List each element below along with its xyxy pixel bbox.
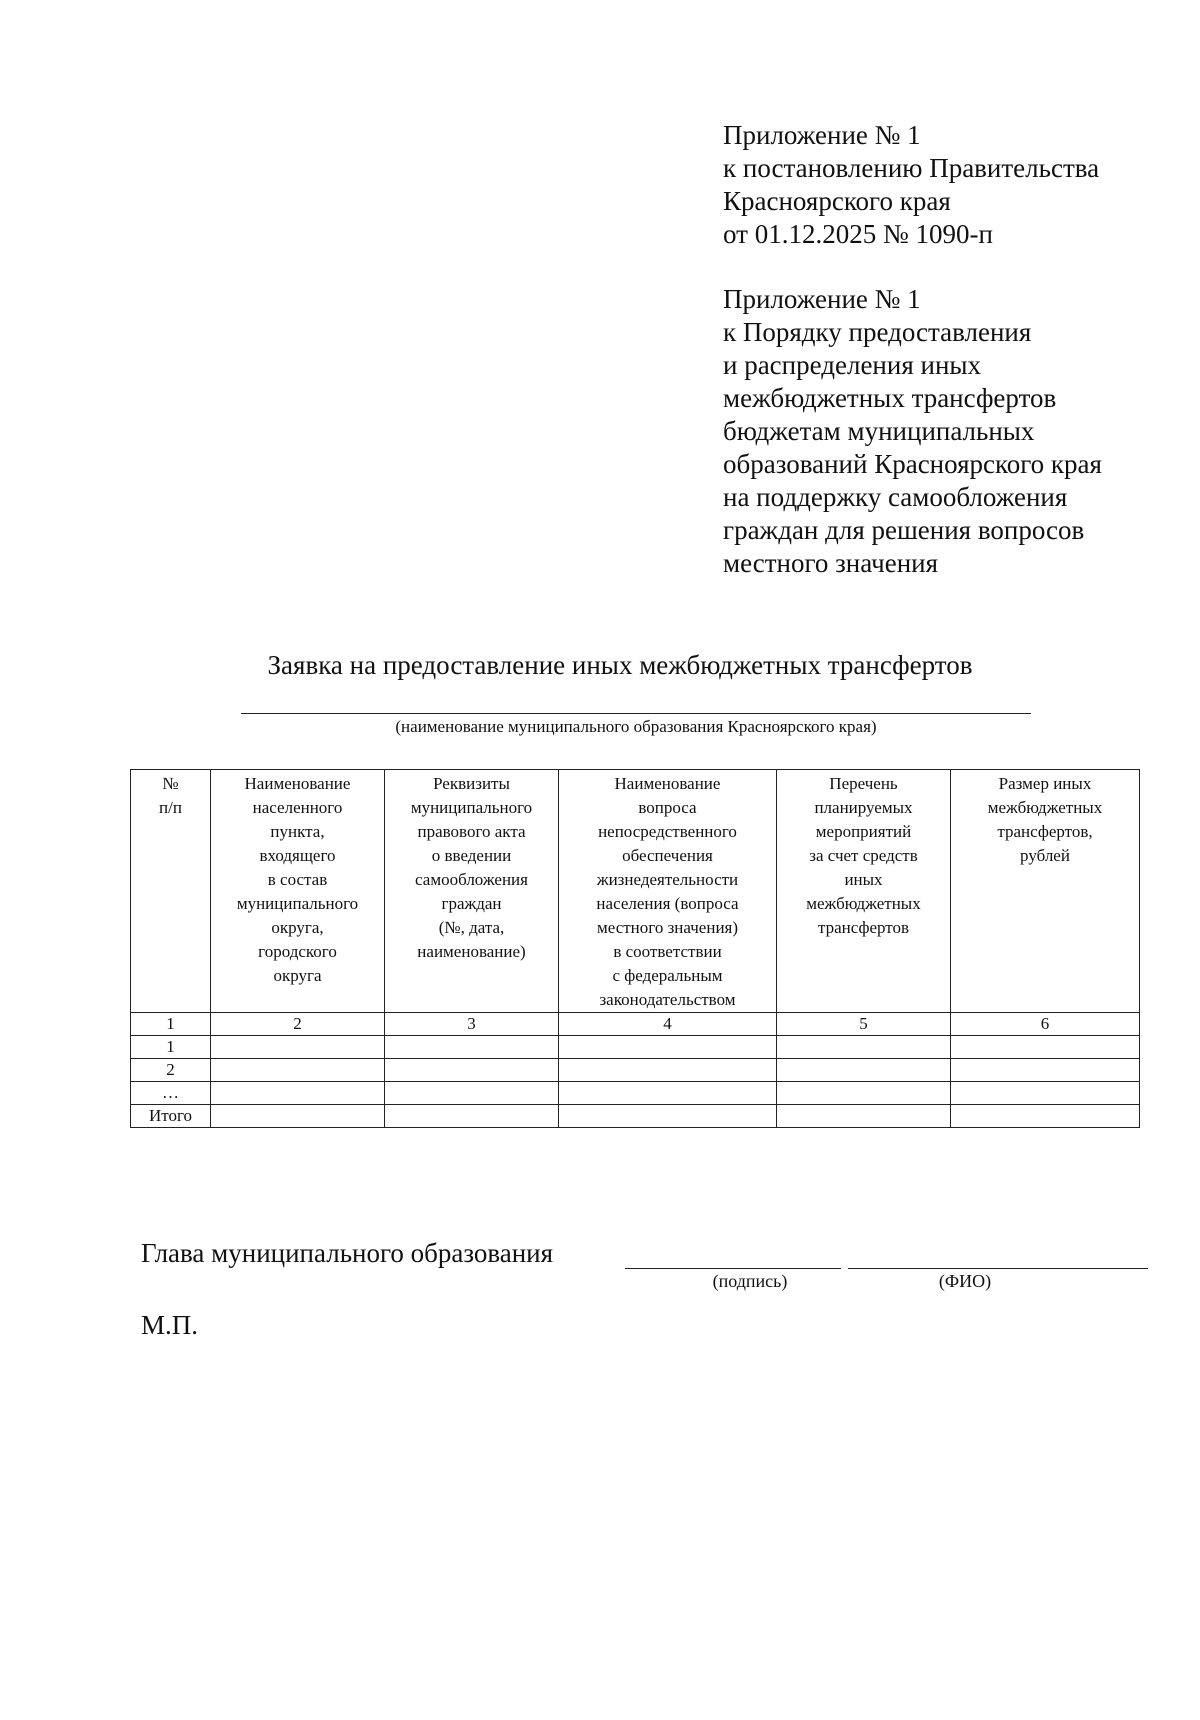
column-number: 1	[131, 1013, 211, 1036]
appendix-line: бюджетам муниципальных	[723, 416, 1035, 446]
column-number-row	[131, 1013, 1140, 1036]
appendix-line: Красноярского края	[723, 186, 951, 216]
request-table	[130, 769, 1140, 1128]
header-amount: Размер иных межбюджетных трансфертов, рублей	[951, 770, 1140, 1013]
table-cell[interactable]	[777, 1105, 951, 1128]
appendix-line: местного значения	[723, 548, 939, 578]
header-settlement: Наименование населенного пункта, входящего в состав муниципального округа, городского округа	[211, 770, 385, 1013]
table-cell[interactable]	[951, 1059, 1140, 1082]
appendix-line: межбюджетных трансфертов	[723, 383, 1057, 413]
header-activities: Перечень планируемых мероприятий за счет средств иных межбюджетных трансфертов	[777, 770, 951, 1013]
table-cell[interactable]	[211, 1036, 385, 1059]
appendix-line: на поддержку самообложения	[723, 482, 1068, 512]
table-cell[interactable]	[951, 1036, 1140, 1059]
column-number: 4	[559, 1013, 777, 1036]
table-cell[interactable]	[385, 1059, 559, 1082]
seal-label: М.П.	[141, 1310, 199, 1340]
appendix-line: Приложение № 1	[723, 120, 921, 150]
fio-caption: (ФИО)	[938, 1271, 992, 1291]
table-cell[interactable]	[385, 1082, 559, 1105]
table-cell[interactable]	[211, 1082, 385, 1105]
appendix-line: и распределения иных	[723, 350, 982, 380]
table-cell[interactable]	[559, 1036, 777, 1059]
signature-caption: (подпись)	[712, 1271, 788, 1291]
row-number-cell: …	[131, 1082, 211, 1105]
header-local-issue: Наименование вопроса непосредственного обеспечения жизнедеятельности населения (вопроса местного значения) в соответствии с федеральным законодательством	[559, 770, 777, 1013]
table-row	[131, 1036, 1140, 1059]
table-cell[interactable]	[211, 1059, 385, 1082]
signature-line[interactable]	[625, 1268, 841, 1269]
header-number: № п/п	[131, 770, 211, 1013]
table-cell[interactable]	[211, 1105, 385, 1128]
row-number-cell: 2	[131, 1059, 211, 1082]
form-title: Заявка на предоставление иных межбюджетных трансфертов	[267, 650, 973, 680]
header-legal-act: Реквизиты муниципального правового акта о введении самообложения граждан (№, дата, наименование)	[385, 770, 559, 1013]
appendix-line: к постановлению Правительства	[723, 153, 1100, 183]
appendix-line: к Порядку предоставления	[723, 317, 1032, 347]
appendix-line: образований Красноярского края	[723, 449, 1102, 479]
column-number: 5	[777, 1013, 951, 1036]
municipality-name-line[interactable]	[241, 713, 1031, 714]
table-cell[interactable]	[385, 1105, 559, 1128]
appendix-line: граждан для решения вопросов	[723, 515, 1085, 545]
municipality-name-caption: (наименование муниципального образования Красноярского края)	[395, 717, 877, 736]
column-number: 3	[385, 1013, 559, 1036]
appendix-resolution-block	[723, 119, 1183, 251]
total-label-cell: Итого	[131, 1105, 211, 1128]
table-cell[interactable]	[385, 1036, 559, 1059]
table-cell[interactable]	[559, 1082, 777, 1105]
table-cell[interactable]	[559, 1059, 777, 1082]
column-number: 6	[951, 1013, 1140, 1036]
column-number: 2	[211, 1013, 385, 1036]
table-cell[interactable]	[777, 1082, 951, 1105]
total-row	[131, 1105, 1140, 1128]
table-cell[interactable]	[559, 1105, 777, 1128]
fio-line[interactable]	[848, 1268, 1148, 1269]
appendix-line: от 01.12.2025 № 1090-п	[723, 219, 993, 249]
table-header-row	[131, 770, 1140, 1013]
table-row	[131, 1059, 1140, 1082]
head-of-municipality-label: Глава муниципального образования	[141, 1238, 554, 1268]
table-cell[interactable]	[951, 1082, 1140, 1105]
table-row	[131, 1082, 1140, 1105]
row-number-cell: 1	[131, 1036, 211, 1059]
appendix-line: Приложение № 1	[723, 284, 921, 314]
appendix-procedure-block	[723, 283, 1183, 580]
table-cell[interactable]	[777, 1036, 951, 1059]
table-cell[interactable]	[777, 1059, 951, 1082]
table-cell[interactable]	[951, 1105, 1140, 1128]
